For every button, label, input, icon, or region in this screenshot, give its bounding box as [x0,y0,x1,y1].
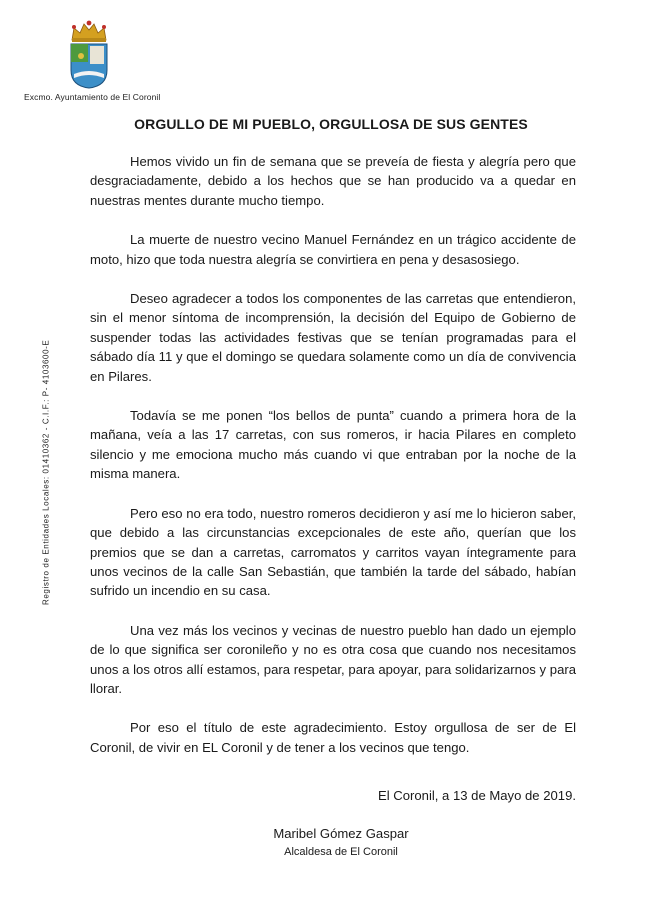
paragraph: Deseo agradecer a todos los componentes de las carretas que entendieron, sin el menor síntoma de incomprensión, la decisión del Equipo de Gobierno de suspender todas las actividades festivas que se tenían programadas para el sábado día 11 y que el domingo se quedara solamente como un día de convivencia en Pilares. [90,291,576,384]
paragraph: Pero eso no era todo, nuestro romeros decidieron y así me lo hicieron saber, que debido a las circunstancias excepcionales de este año, querían que los premios que se dan a carretas, carromatos y carritos vayan íntegramente para unos vecinos de la calle San Sebastián, que también la tarde del sábado, habían sufrido un incendio en su casa. [90,505,576,599]
letter-date: El Coronil, a 13 de Mayo de 2019. [378,788,576,803]
signature-name: Maribel Gómez Gaspar [273,826,409,841]
document-title: ORGULLO DE MI PUEBLO, ORGULLOSA DE SUS GENTES [134,116,528,132]
paragraph: Una vez más los vecinos y vecinas de nuestro pueblo han dado un ejemplo de lo que significa ser coronileño y no es otra cosa que cuando nos necesitamos unos a los otros allí estamos, para respetar, para apoyar, para solidarizarnos y para llorar. [90,622,576,696]
paragraph: Por eso el título de este agradecimiento. Estoy orgullosa de ser de El Coronil, de vivir en EL Coronil y de tener a los vecinos que tengo. [90,720,576,755]
letter-body [90,152,576,777]
paragraph: La muerte de nuestro vecino Manuel Fernández en un trágico accidente de moto, hizo que toda nuestra alegría se convirtiera en pena y desasosiego. [90,232,576,267]
registry-info: Registro de Entidades Locales: 01410362 - C.I.F.: P- 4103600-E [41,339,51,605]
paragraph: Todavía se me ponen “los bellos de punta” cuando a primera hora de la mañana, veía a las 17 carretas, con sus romeros, ir hacia Pilares en completo silencio y me emociona mucho más cuando vi que entraban por la noche de la misma manera. [90,408,576,482]
signature-role: Alcaldesa de El Coronil [284,846,398,858]
organization-name: Excmo. Ayuntamiento de El Coronil [24,92,161,102]
paragraph: Hemos vivido un fin de semana que se preveía de fiesta y alegría pero que desgraciadamente, debido a los hechos que se han producido va a quedar en nuestras mentes durante mucho tiempo. [90,154,576,208]
coat-of-arms-icon [66,18,112,90]
